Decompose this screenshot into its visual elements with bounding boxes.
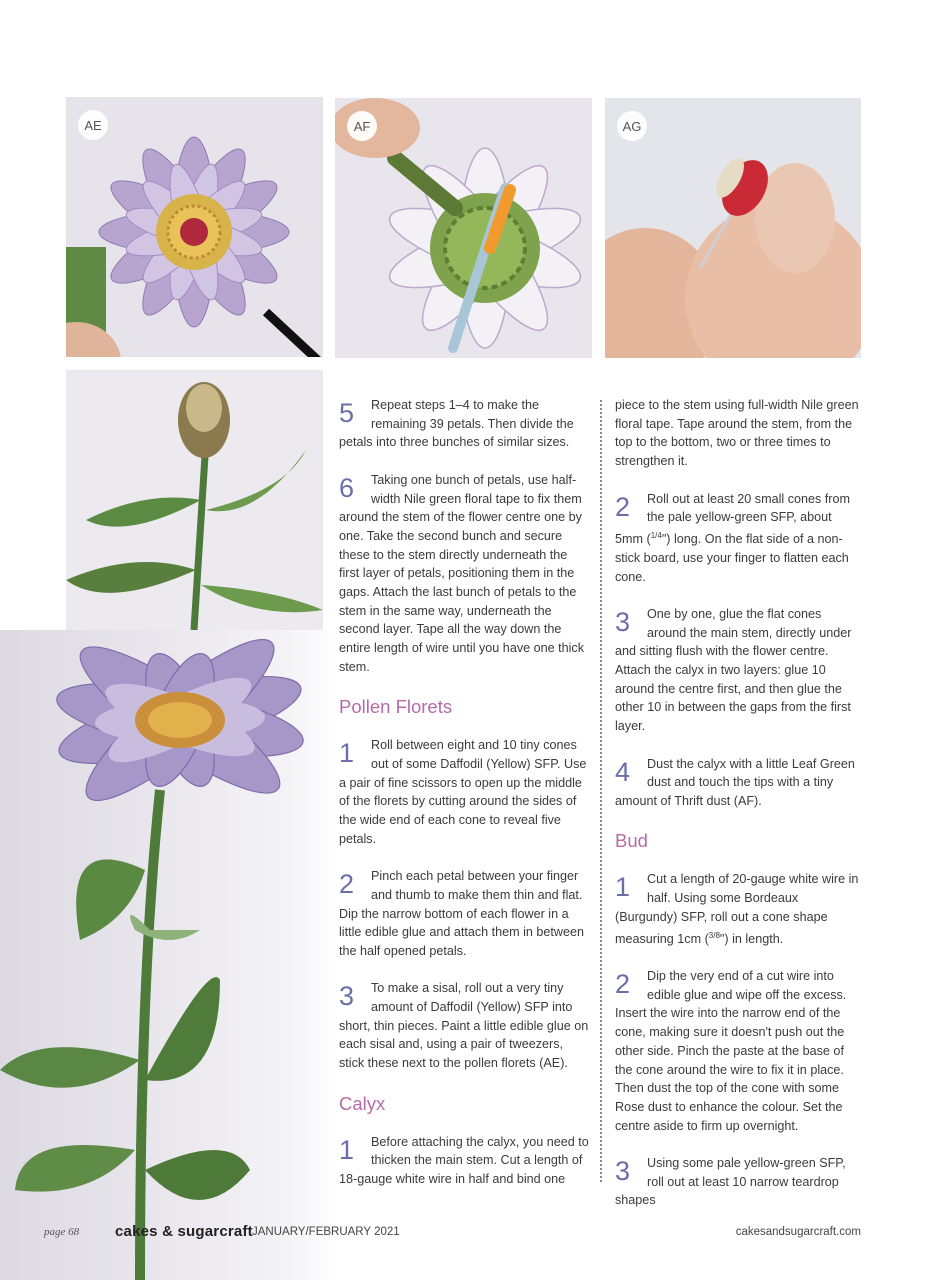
page-number: page 68 (44, 1226, 80, 1238)
step-number: 3 (615, 606, 631, 637)
photo-label-af: AF (347, 111, 377, 141)
step-number: 2 (339, 869, 355, 900)
issue-date: JANUARY/FEBRUARY 2021 (252, 1226, 400, 1238)
photo-finished-zinnia (0, 630, 340, 1280)
fraction: 1/4 (650, 530, 662, 540)
photo-ae-zinnia-centre (66, 97, 323, 357)
step-number: 1 (339, 738, 355, 769)
pollen-step-2 (339, 867, 589, 961)
calyx-step-1-continued (615, 396, 863, 471)
step-number: 2 (615, 968, 631, 999)
step-number: 6 (339, 472, 355, 503)
step-5 (339, 396, 589, 452)
step-text: One by one, glue the flat cones around the main stem, directly under and sitting flush with the flower centre. Attach the calyx in two layers: glue 10 around the centre first, and then glue the other 10 in between the gaps from the first layer. (615, 606, 852, 734)
section-heading-pollen-florets: Pollen Florets (339, 696, 453, 718)
step-text: Roll out at least 20 small cones from the pale yellow-green SFP, about 5mm ($^{1/4}$") long. On the flat side of a non-stick board, use your finger to flatten each cone. (615, 491, 850, 584)
step-number: 2 (615, 491, 631, 522)
step-number: 3 (615, 1156, 631, 1186)
pollen-step-3 (339, 979, 589, 1073)
step-text: Roll between eight and 10 tiny cones out of some Daffodil (Yellow) SFP. Use a pair of fine scissors to open up the middle of the florets by cutting around the sides of the wide end of each cone to reveal five petals. (339, 738, 587, 846)
bud-step-3 (615, 1154, 863, 1210)
step-text: Cut a length of 20-gauge white wire in half. Using some Bordeaux (Burgundy) SFP, roll out a cone shape measuring 1cm ($^{3/8}$") in length. (615, 872, 859, 946)
step-text: Dip the very end of a cut wire into edible glue and wipe off the excess. Insert the wire into the narrow end of the cone, making sure it doesn't push out the other side. Pinch the paste at the base of the cone around the wire to fix it in place. Then dust the top of the cone with some Rose dust to enhance the colour. Set the centre aside to firm up overnight. (615, 968, 847, 1133)
step-text: Repeat steps 1–4 to make the remaining 39 petals. Then divide the petals into three bunches of similar sizes. (339, 398, 574, 450)
column-divider (600, 400, 602, 1182)
section-heading-bud: Bud (615, 830, 648, 852)
photo-label-ag: AG (617, 111, 647, 141)
step-number: 1 (339, 1134, 355, 1165)
calyx-step-2 (615, 490, 863, 587)
step-text: Before attaching the calyx, you need to thicken the main stem. Cut a length of 18-gauge white wire in half and bind one (339, 1134, 589, 1186)
calyx-step-1 (339, 1133, 589, 1189)
pollen-step-1 (339, 736, 589, 848)
step-text: To make a sisal, roll out a very tiny amount of Daffodil (Yellow) SFP into short, thin pieces. Paint a little edible glue on each sisal and, using a pair of tweezers, stick these next to the pollen florets (AE). (339, 981, 589, 1071)
step-number: 3 (339, 981, 355, 1012)
photo-ag-bud-cone (605, 98, 861, 358)
section-heading-calyx: Calyx (339, 1092, 386, 1114)
page-footer (0, 1222, 927, 1246)
photo-af-calyx-dusting (335, 98, 592, 358)
step-6 (339, 471, 589, 677)
photo-label-ae: AE (78, 110, 108, 140)
magazine-name: cakes & sugarcraft (115, 1223, 253, 1240)
calyx-step-4 (615, 755, 863, 811)
step-text: Using some pale yellow-green SFP, roll out at least 10 narrow teardrop shapes (615, 1156, 846, 1208)
photo-zinnia-bud-stem (66, 370, 323, 630)
fraction: 3/8 (708, 930, 720, 940)
step-text: Taking one bunch of petals, use half-width Nile green floral tape to fix them around the stem of the flower centre one by one. Take the second bunch and secure these to the stem directly underneath the first layer of petals, positioning them in the gaps. Attach the last bunch of petals to the stem in the same way, underneath the second layer. Tape all the way down the entire length of wire until you have one thick stem. (339, 472, 585, 674)
calyx-step-3 (615, 605, 863, 736)
bud-step-1 (615, 870, 863, 948)
step-text: piece to the stem using full-width Nile green floral tape. Tape around the stem, from the top to the bottom, two or three times to strengthen it. (615, 398, 859, 469)
step-text: Pinch each petal between your finger and thumb to make them thin and flat. Dip the narrow bottom of each flower in a little edible glue and attach them in between the half opened petals. (339, 869, 585, 958)
website-link[interactable]: cakesandsugarcraft.com (735, 1226, 861, 1238)
step-number: 1 (615, 872, 631, 903)
step-number: 4 (615, 756, 631, 787)
step-number: 5 (339, 398, 355, 428)
text-column-left (339, 396, 589, 1207)
step-text: Dust the calyx with a little Leaf Green dust and touch the tips with a tiny amount of Thrift dust (AF). (615, 756, 855, 808)
text-column-right (615, 396, 863, 1229)
bud-step-2 (615, 967, 863, 1135)
